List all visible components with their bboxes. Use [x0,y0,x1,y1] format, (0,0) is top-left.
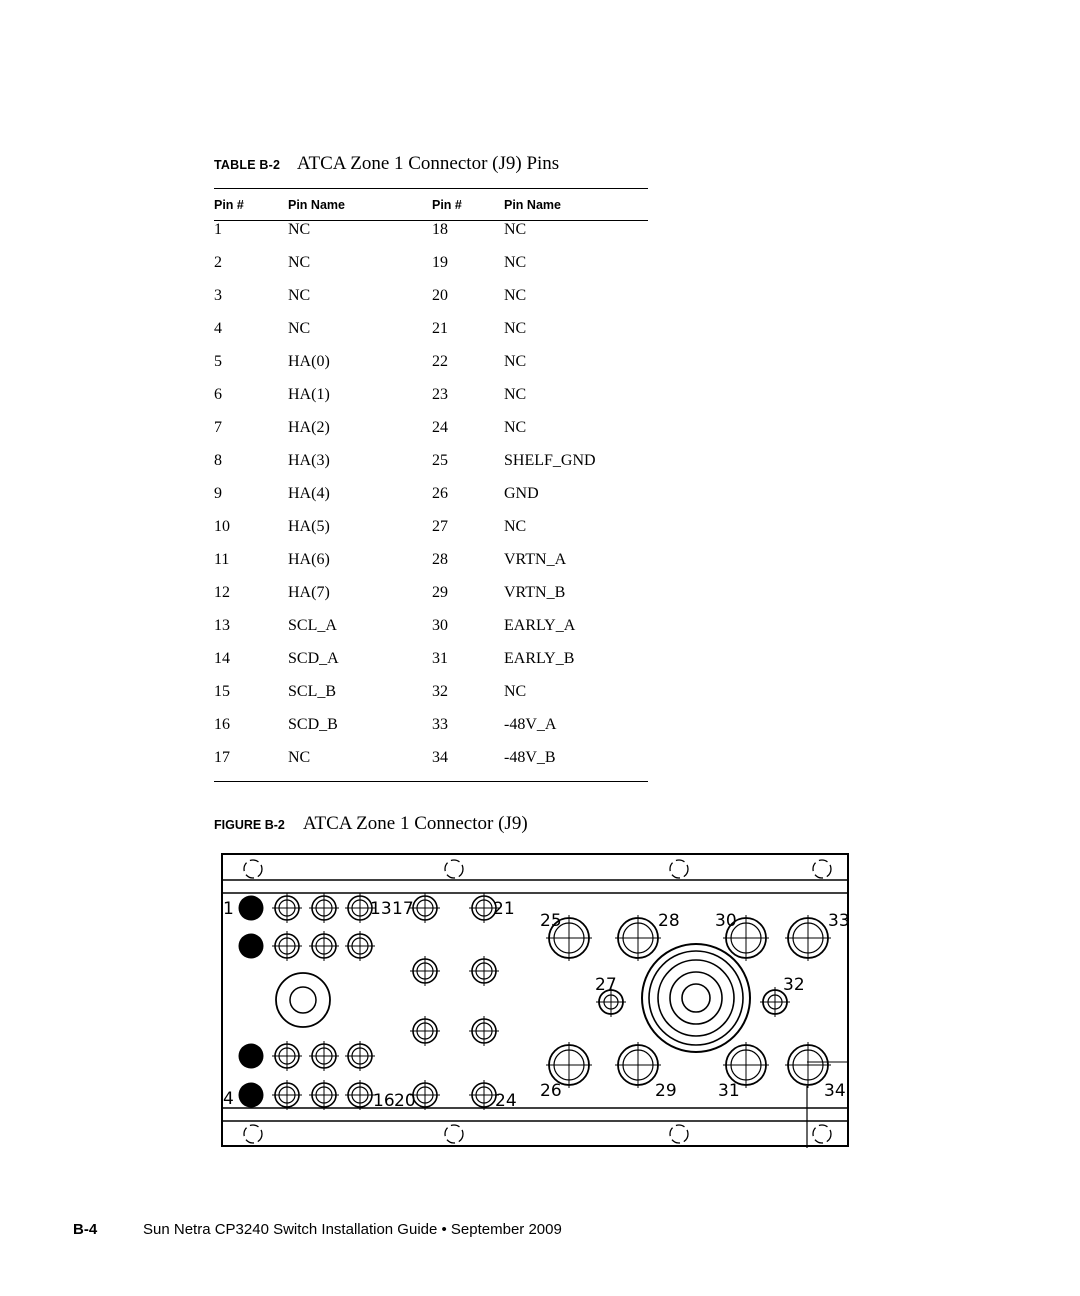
pin-number-label: 21 [493,899,515,919]
header-pin-number: Pin # [214,198,244,212]
table-row [214,386,648,419]
mounting-hole [244,860,262,878]
signal-pin-contact [345,1080,375,1110]
pin-number-cell: 25 [432,452,448,469]
pin-name-cell: SCD_B [288,716,338,733]
pin-name-cell: NC [288,221,311,238]
keying-feature [290,987,316,1013]
signal-pin-contact [272,893,302,923]
pin-name-cell: NC [504,287,527,304]
pin-number-cell: 15 [214,683,230,700]
signal-pin-contact [272,1080,302,1110]
table-header-row [214,190,648,220]
pin-number-cell: 34 [432,749,448,766]
signal-pin-contact [410,956,440,986]
pin-name-cell: EARLY_B [504,650,575,667]
table-body [214,221,648,782]
pin-name-cell: SHELF_GND [504,452,596,469]
table-row [214,584,648,617]
table-row [214,287,648,320]
pin-name-cell: NC [288,749,311,766]
table-top-rule [214,188,648,189]
signal-pin-contact [410,1016,440,1046]
signal-pin-contact [272,931,302,961]
figure-caption [214,813,528,835]
mounting-hole [445,860,463,878]
pin-number-cell: 17 [214,749,230,766]
pin-name-cell: HA(7) [288,584,330,601]
guide-pin [239,1083,264,1108]
pin-number-cell: 22 [432,353,448,370]
signal-pin-contact [309,1080,339,1110]
table-row [214,683,648,716]
pin-name-cell: NC [288,287,311,304]
pin-name-cell: SCL_B [288,683,337,700]
pin-name-cell: VRTN_B [504,584,566,601]
pin-number-cell: 7 [214,419,222,436]
pin-number-cell: 12 [214,584,230,601]
header-pin-name: Pin Name [504,198,561,212]
pin-number-cell: 29 [432,584,448,601]
mounting-hole [445,1125,463,1143]
pin-number-label: 16 [373,1091,395,1111]
signal-pin-contact [309,931,339,961]
table-row [214,617,648,650]
table-label: TABLE B-2 [214,158,281,172]
signal-pin-contact [469,1016,499,1046]
header-pin-number: Pin # [432,198,462,212]
pin-name-cell: HA(6) [288,551,330,568]
pin-name-cell: NC [504,518,527,535]
figure-title: ATCA Zone 1 Connector (J9) [302,813,528,834]
center-connector-ring [649,951,743,1045]
table-row [214,221,648,254]
pin-number-label: 33 [828,911,850,931]
pin-name-cell: GND [504,485,539,502]
signal-pin-contact [345,1041,375,1071]
table-row [214,419,648,452]
mounting-hole [244,1125,262,1143]
pin-name-cell: SCL_A [288,617,337,634]
table-row [214,452,648,485]
pin-number-cell: 8 [214,452,222,469]
table-row [214,716,648,749]
pin-name-cell: HA(5) [288,518,330,535]
pin-number-cell: 18 [432,221,448,238]
pin-number-label: 24 [495,1091,517,1111]
mounting-hole [813,860,831,878]
power-pin-contact [785,915,831,961]
pin-number-label: 30 [715,911,737,931]
pin-name-cell: NC [504,419,527,436]
figure-label: FIGURE B-2 [214,818,285,832]
pin-number-cell: 23 [432,386,448,403]
pin-number-cell: 30 [432,617,448,634]
mounting-hole [670,1125,688,1143]
pin-name-cell: EARLY_A [504,617,576,634]
pin-number-label: 34 [824,1081,846,1101]
pin-number-label: 27 [595,975,617,995]
table-row [214,353,648,386]
footer-text: Sun Netra CP3240 Switch Installation Guide • September 2009 [143,1221,562,1238]
pin-number-cell: 3 [214,287,222,304]
pin-name-cell: -48V_A [504,716,557,733]
signal-pin-contact [309,893,339,923]
signal-pin-contact [469,956,499,986]
pin-number-cell: 2 [214,254,222,271]
pin-number-cell: 20 [432,287,448,304]
pin-number-cell: 21 [432,320,448,337]
diagram-labels [223,899,850,1111]
pin-number-cell: 1 [214,221,222,238]
pin-number-cell: 14 [214,650,230,667]
pin-name-cell: NC [288,320,311,337]
center-connector-ring [670,972,722,1024]
diagram-shapes [239,860,832,1143]
pin-number-cell: 9 [214,485,222,502]
pin-name-cell: HA(2) [288,419,330,436]
table-row [214,551,648,584]
pin-name-cell: NC [504,683,527,700]
pin-name-cell: VRTN_A [504,551,567,568]
keying-feature [276,973,330,1027]
pin-number-label: 1 [223,899,234,919]
pin-name-cell: HA(3) [288,452,330,469]
table-row [214,320,648,353]
pin-number-cell: 31 [432,650,448,667]
pin-number-label: 17 [392,899,414,919]
page-number: B-4 [73,1221,98,1238]
pin-number-label: 25 [540,911,562,931]
page-footer [73,1221,562,1238]
center-connector-ring [682,984,710,1012]
guide-pin [239,896,264,921]
pin-number-cell: 27 [432,518,448,535]
table-row [214,254,648,287]
pin-number-cell: 26 [432,485,448,502]
table-row [214,650,648,683]
pin-number-cell: 6 [214,386,222,403]
table-row [214,485,648,518]
pin-number-label: 13 [370,899,392,919]
pin-name-cell: NC [504,221,527,238]
pin-number-cell: 10 [214,518,230,535]
pin-name-cell: -48V_B [504,749,556,766]
guide-pin [239,1044,264,1069]
pin-name-cell: SCD_A [288,650,339,667]
pin-number-label: 32 [783,975,805,995]
mounting-hole [670,860,688,878]
table-row [214,518,648,551]
pin-name-cell: NC [504,320,527,337]
pin-number-cell: 19 [432,254,448,271]
pin-number-cell: 4 [214,320,222,337]
pin-number-label: 31 [718,1081,740,1101]
connector-diagram [218,850,854,1152]
pin-number-label: 29 [655,1081,677,1101]
table-caption [214,153,559,175]
signal-pin-contact [345,931,375,961]
pin-number-label: 4 [223,1089,234,1109]
power-pin-contact [615,915,661,961]
table-row [214,749,648,782]
pin-number-label: 28 [658,911,680,931]
pin-name-cell: NC [504,386,527,403]
pin-name-cell: HA(4) [288,485,330,502]
pin-number-cell: 16 [214,716,230,733]
pin-number-cell: 11 [214,551,230,568]
pin-name-cell: NC [504,353,527,370]
pin-number-cell: 33 [432,716,448,733]
table-title: ATCA Zone 1 Connector (J9) Pins [296,153,560,174]
signal-pin-contact [410,893,440,923]
pin-number-cell: 24 [432,419,448,436]
guide-pin [239,934,264,959]
pin-number-label: 26 [540,1081,562,1101]
signal-pin-contact [272,1041,302,1071]
pin-table [214,190,648,782]
pin-number-cell: 32 [432,683,448,700]
pin-number-cell: 13 [214,617,230,634]
pin-name-cell: NC [288,254,311,271]
pin-name-cell: HA(0) [288,353,330,370]
pin-name-cell: HA(1) [288,386,330,403]
mounting-hole [813,1125,831,1143]
pin-number-cell: 28 [432,551,448,568]
pin-number-label: 20 [394,1091,416,1111]
pin-number-cell: 5 [214,353,222,370]
pin-name-cell: NC [504,254,527,271]
signal-pin-contact [309,1041,339,1071]
header-pin-name: Pin Name [288,198,345,212]
